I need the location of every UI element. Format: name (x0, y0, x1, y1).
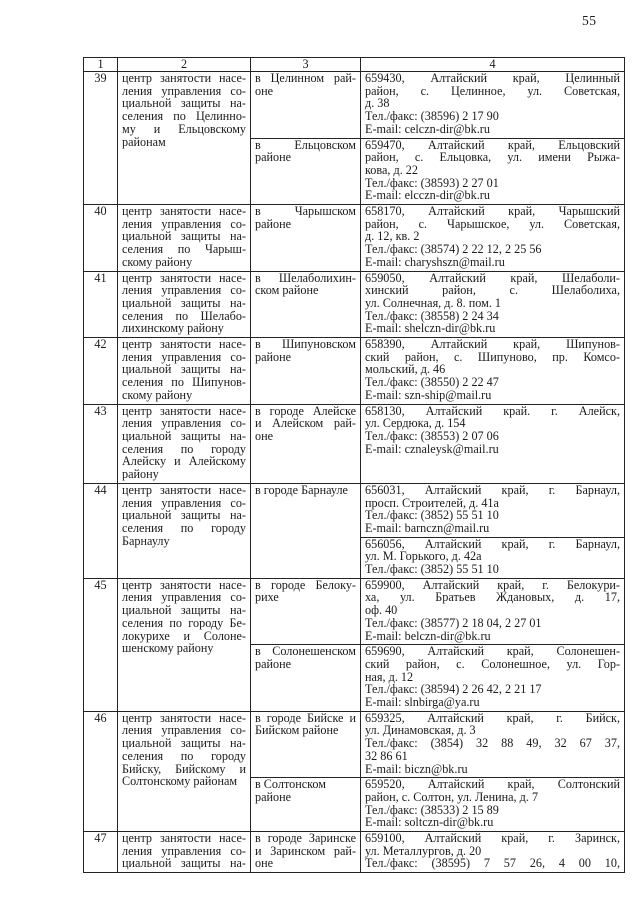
text-line: ления управления со- (122, 843, 246, 858)
paragraph (365, 484, 620, 509)
text-line: селения по городу (122, 441, 246, 456)
text-line: д. 38 (365, 96, 390, 111)
text-line: E-mail: shelczn-dir@bk.ru (365, 321, 496, 336)
contact-cell (361, 645, 625, 712)
text-line: шенскому району (122, 641, 214, 656)
text-line: центр занятости насе- (122, 578, 246, 592)
text-line: в городе Белоку- (255, 578, 356, 592)
text-line: Тел./факс: (3854) 32 88 49, 32 67 37, (365, 736, 620, 751)
paragraph (255, 484, 356, 497)
text-line: районе (255, 216, 292, 231)
text-line: в городе Алейске (255, 404, 356, 418)
center-name-cell (118, 483, 251, 578)
table-row (84, 578, 625, 645)
text-line: циальной защиты на- (122, 295, 246, 310)
contact-cell (361, 404, 625, 483)
text-line: в городе Бийске и (255, 711, 356, 725)
text-line: E-mail: celczn-dir@bk.ru (365, 121, 490, 136)
text-line: ления управления со- (122, 216, 246, 231)
text-line: хинский район, с. Шелаболиха, (365, 283, 620, 298)
paragraph (122, 338, 246, 402)
paragraph (122, 405, 246, 481)
text-line: Тел./факс: (38533) 2 15 89 (365, 802, 499, 817)
text-line: ления управления со- (122, 590, 246, 605)
paragraph (255, 579, 356, 604)
contact-cell (361, 537, 625, 578)
text-line: районе (255, 789, 292, 804)
text-line: Тел./факс: (38550) 2 22 47 (365, 375, 499, 390)
paragraph (255, 712, 356, 737)
service-area-cell (251, 778, 361, 832)
text-line: E-mail: biczn@bk.ru (365, 761, 468, 776)
text-line: селения по Целинно- (122, 109, 246, 124)
text-line: ления управления со- (122, 83, 246, 98)
paragraph (365, 645, 620, 683)
text-line: центр занятости насе- (122, 337, 246, 352)
text-line: 656056, Алтайский край, г. Барнаул, (365, 537, 620, 551)
paragraph (255, 72, 356, 97)
text-line: д. 12, кв. 2 (365, 229, 420, 244)
paragraph (122, 712, 246, 788)
text-line: ул. Металлургов, д. 20 (365, 843, 482, 858)
text-line: E-mail: charyshszn@mail.ru (365, 254, 505, 269)
text-line: кова, д. 22 (365, 162, 418, 177)
text-line: Бийском районе (255, 723, 339, 738)
text-line: Тел./факс: (38594) 2 26 42, 2 21 17 (365, 682, 542, 697)
header-row (84, 58, 625, 72)
paragraph (365, 737, 620, 762)
text-line: ления управления со- (122, 349, 246, 364)
text-line: ул. М. Горького, д. 42а (365, 549, 482, 564)
text-line: E-mail: soltczn-dir@bk.ru (365, 815, 494, 830)
contact-cell (361, 832, 625, 873)
text-line: скому району (122, 387, 193, 402)
text-line: в Ельцовском (255, 138, 356, 152)
text-line: район, с. Целинное, ул. Советская, (365, 83, 620, 98)
paragraph (365, 123, 620, 136)
page-number: 55 (582, 13, 597, 28)
text-line: Тел./факс: (38574) 2 22 12, 2 25 56 (365, 242, 542, 257)
paragraph (365, 389, 620, 402)
center-name-cell (118, 404, 251, 483)
text-line: в Шипуновском (255, 337, 356, 352)
text-line: 659050, Алтайский край, Шелаболи- (365, 271, 620, 285)
text-line: район, с. Ельцовка, ул. имени Рыжа- (365, 150, 620, 165)
text-line: оне (255, 856, 274, 871)
row-number-cell: 42 (84, 338, 118, 405)
text-line: в Солтонском (255, 777, 327, 792)
paragraph (365, 205, 620, 243)
text-line: E-mail: elcczn-dir@bk.ru (365, 188, 490, 203)
service-area-cell (251, 832, 361, 873)
text-line: циальной защиты на- (122, 428, 246, 443)
text-line: центр занятости насе- (122, 204, 246, 219)
row-number-cell: 46 (84, 711, 118, 831)
text-line: 659325, Алтайский край, г. Бийск, (365, 711, 620, 725)
text-line: ления управления со- (122, 723, 246, 738)
text-line: в Солонешенском (255, 644, 356, 659)
paragraph (365, 617, 620, 630)
contact-cell (361, 711, 625, 778)
paragraph (365, 522, 620, 535)
paragraph (255, 645, 356, 670)
text-line: центр занятости насе- (122, 711, 246, 725)
text-line: 32 86 61 (365, 748, 408, 763)
row-number-cell: 39 (84, 72, 118, 205)
text-line: ная, д. 12 (365, 669, 414, 684)
contact-cell (361, 271, 625, 338)
service-area-cell (251, 205, 361, 272)
text-line: E-mail: belczn-dir@bk.ru (365, 628, 491, 643)
service-area-cell (251, 338, 361, 405)
row-number-cell: 45 (84, 578, 118, 711)
table-row (84, 271, 625, 338)
text-line: локурихе и Солоне- (122, 628, 246, 643)
text-line: E-mail: barnczn@mail.ru (365, 520, 490, 535)
text-line: оне (255, 428, 274, 443)
table-row (84, 205, 625, 272)
text-line: Бийску, Бийскому и (122, 761, 246, 776)
text-line: Тел./факс: (38577) 2 18 04, 2 27 01 (365, 615, 542, 630)
paragraph (365, 376, 620, 389)
text-line: циальной защиты на- (122, 603, 246, 618)
text-line: скому району (122, 254, 193, 269)
service-area-cell (251, 711, 361, 778)
paragraph (365, 696, 620, 709)
paragraph (365, 712, 620, 737)
text-line: селения по Шипунов- (122, 375, 246, 390)
table-row (84, 338, 625, 405)
text-line: Тел./факс: (38553) 2 07 06 (365, 428, 499, 443)
paragraph (255, 272, 356, 297)
paragraph (122, 484, 246, 548)
text-line: 659100, Алтайский край, г. Заринск, (365, 831, 620, 846)
paragraph (365, 338, 620, 376)
paragraph (122, 205, 246, 269)
service-area-cell (251, 138, 361, 205)
row-number-cell: 41 (84, 271, 118, 338)
text-line: ления управления со- (122, 416, 246, 431)
text-line: 658170, Алтайский край, Чарышский (365, 204, 620, 219)
text-line: ском районе (255, 283, 319, 298)
paragraph (122, 72, 246, 148)
paragraph (365, 272, 620, 310)
service-area-cell (251, 483, 361, 578)
text-line: Тел./факс: (3852) 55 51 10 (365, 508, 499, 523)
text-line: району (122, 467, 159, 482)
table-row (84, 832, 625, 873)
text-line: 659470, Алтайский край, Ельцовский (365, 138, 620, 152)
text-line: му и Ельцовскому (122, 121, 246, 136)
paragraph (365, 509, 620, 522)
text-line: селения по городу (122, 520, 246, 535)
text-line: в Чарышском (255, 204, 356, 219)
paragraph (365, 110, 620, 123)
row-number-cell: 43 (84, 404, 118, 483)
text-line: E-mail: szn-ship@mail.ru (365, 387, 492, 402)
center-name-cell (118, 711, 251, 831)
text-line: центр занятости насе- (122, 483, 246, 497)
paragraph (365, 72, 620, 110)
text-line: районе (255, 349, 292, 364)
table-row (84, 404, 625, 483)
center-name-cell (118, 72, 251, 205)
paragraph (255, 139, 356, 164)
col-header-2: 2 (118, 58, 251, 72)
paragraph (365, 189, 620, 202)
text-line: селения по городу Бе- (122, 615, 246, 630)
text-line: селения по городу (122, 748, 246, 763)
text-line: Тел./факс: (3852) 55 51 10 (365, 562, 499, 577)
text-line: 659520, Алтайский край, Солтонский (365, 777, 620, 792)
text-line: оф. 40 (365, 603, 398, 618)
text-line: циальной защиты на- (122, 96, 246, 111)
center-name-cell (118, 832, 251, 873)
text-line: селения по Чарыш- (122, 242, 246, 257)
paragraph (365, 322, 620, 335)
text-line: и Алейском рай- (255, 416, 356, 431)
text-line: ул. Сердюка, д. 154 (365, 416, 466, 431)
text-line: центр занятости насе- (122, 271, 246, 285)
text-line: в Шелаболихин- (255, 271, 356, 285)
text-line: ул. Динамовская, д. 3 (365, 723, 476, 738)
text-line: селения по Шелабо- (122, 308, 246, 323)
service-area-cell (251, 404, 361, 483)
paragraph (365, 538, 620, 563)
contact-cell (361, 338, 625, 405)
paragraph (255, 338, 356, 363)
center-name-cell (118, 338, 251, 405)
paragraph (122, 272, 246, 336)
row-number-cell: 40 (84, 205, 118, 272)
text-line: Алейску и Алейскому (122, 454, 246, 469)
text-line: ления управления со- (122, 495, 246, 510)
paragraph (365, 630, 620, 643)
table-row (84, 72, 625, 139)
contact-cell (361, 578, 625, 645)
text-line: ха, ул. Братьев Ждановых, д. 17, (365, 590, 620, 605)
col-header-1: 1 (84, 58, 118, 72)
paragraph (255, 205, 356, 230)
text-line: E-mail: cznaleysk@mail.ru (365, 441, 499, 456)
text-line: рихе (255, 590, 279, 605)
text-line: Тел./факс: (38595) 7 57 26, 4 00 10, (365, 856, 620, 871)
text-line: циальной защиты на- (122, 736, 246, 751)
text-line: центр занятости насе- (122, 831, 246, 846)
text-line: центр занятости насе- (122, 71, 246, 85)
paragraph (365, 763, 620, 776)
text-line: 656031, Алтайский край, г. Барнаул, (365, 483, 620, 497)
text-line: районе (255, 656, 292, 671)
text-line: 659900, Алтайский край, г. Белокури- (365, 578, 620, 592)
paragraph (255, 405, 356, 443)
center-name-cell (118, 271, 251, 338)
text-line: районам (122, 134, 166, 149)
row-number-cell: 47 (84, 832, 118, 873)
paragraph (365, 832, 620, 857)
contact-cell (361, 483, 625, 537)
text-line: ский район, с. Солонешное, ул. Гор- (365, 656, 620, 671)
text-line: 659690, Алтайский край, Солонешен- (365, 644, 620, 659)
row-number-cell: 44 (84, 483, 118, 578)
paragraph (365, 778, 620, 803)
text-line: циальной защиты на- (122, 856, 246, 871)
paragraph (365, 430, 620, 443)
text-line: E-mail: slnbirga@ya.ru (365, 695, 480, 710)
text-line: лихинскому району (122, 321, 224, 336)
service-area-cell (251, 72, 361, 139)
paragraph (365, 443, 620, 456)
text-line: ления управления со- (122, 283, 246, 298)
text-line: ул. Солнечная, д. 8. пом. 1 (365, 295, 502, 310)
text-line: Тел./факс: (38558) 2 24 34 (365, 308, 499, 323)
paragraph (365, 563, 620, 576)
text-line: в Целинном рай- (255, 71, 356, 85)
paragraph (255, 778, 356, 803)
text-line: Солтонскому районам (122, 774, 238, 789)
paragraph (122, 832, 246, 870)
text-line: ский район, с. Шипуново, пр. Комсо- (365, 349, 620, 364)
text-line: Барнаулу (122, 533, 170, 548)
text-line: циальной защиты на- (122, 362, 246, 377)
text-line: Тел./факс: (38596) 2 17 90 (365, 109, 499, 124)
col-header-4: 4 (361, 58, 625, 72)
text-line: центр занятости насе- (122, 404, 246, 418)
paragraph (365, 243, 620, 256)
table-row (84, 483, 625, 537)
paragraph (365, 139, 620, 177)
contact-cell (361, 778, 625, 832)
text-line: районе (255, 150, 292, 165)
paragraph (255, 832, 356, 870)
text-line: район, с. Чарышское, ул. Советская, (365, 216, 620, 231)
service-area-cell (251, 271, 361, 338)
service-area-cell (251, 645, 361, 712)
text-line: и Заринском рай- (255, 843, 356, 858)
contact-cell (361, 138, 625, 205)
text-line: 659430, Алтайский край, Целинный (365, 71, 620, 85)
text-line: район, с. Солтон, ул. Ленина, д. 7 (365, 789, 539, 804)
paragraph (122, 579, 246, 655)
text-line: циальной защиты на- (122, 508, 246, 523)
contact-cell (361, 72, 625, 139)
table-row (84, 711, 625, 778)
text-line: просп. Строителей, д. 41а (365, 495, 499, 510)
center-name-cell (118, 205, 251, 272)
paragraph (365, 256, 620, 269)
paragraph (365, 816, 620, 829)
employment-centers-table (83, 57, 625, 873)
text-line: оне (255, 83, 274, 98)
paragraph (365, 579, 620, 617)
text-line: циальной защиты на- (122, 229, 246, 244)
text-line: мольский, д. 46 (365, 362, 446, 377)
paragraph (365, 857, 620, 870)
paragraph (365, 405, 620, 430)
text-line: в городе Барнауле (255, 483, 348, 497)
table-body (84, 72, 625, 873)
text-line: 658390, Алтайский край, Шипунов- (365, 337, 620, 352)
text-line: 658130, Алтайский край. г. Алейск, (365, 404, 620, 418)
text-line: Тел./факс: (38593) 2 27 01 (365, 175, 499, 190)
center-name-cell (118, 578, 251, 711)
col-header-3: 3 (251, 58, 361, 72)
service-area-cell (251, 578, 361, 645)
text-line: в городе Заринске (255, 831, 356, 846)
contact-cell (361, 205, 625, 272)
table-header (84, 58, 625, 72)
